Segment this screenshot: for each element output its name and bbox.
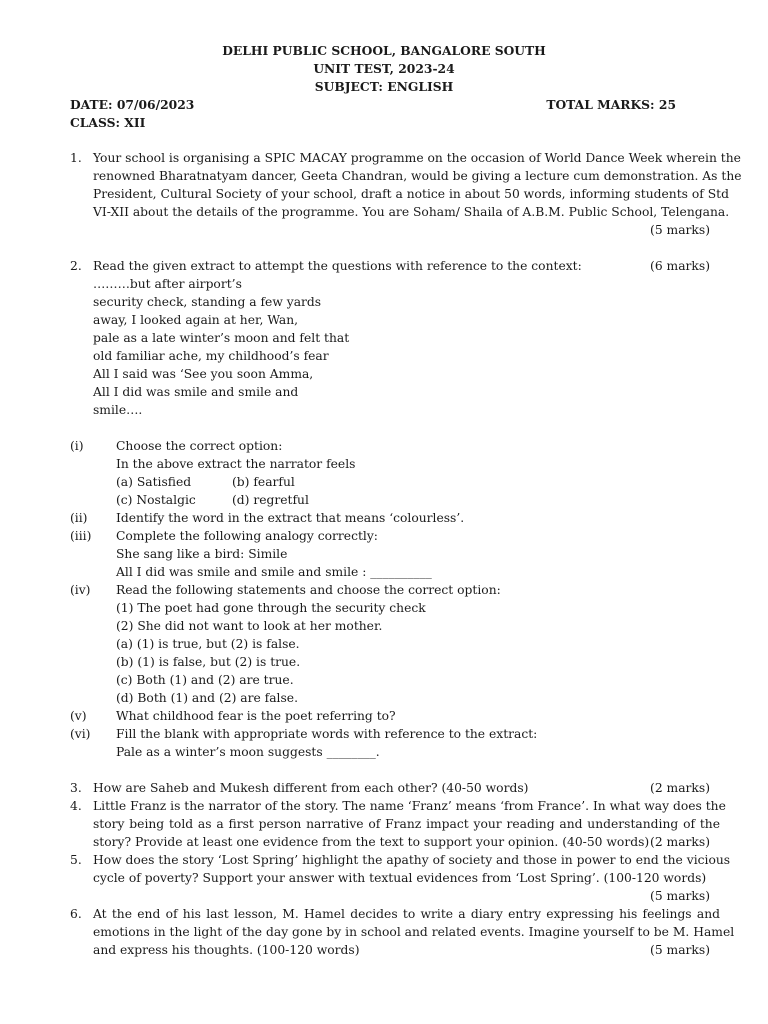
- subq-v-number: (v): [70, 709, 87, 723]
- subq-vi-number: (vi): [70, 727, 91, 741]
- subq-vi-text: Fill the blank with appropriate words with reference to the extract:: [116, 727, 538, 741]
- question-4-line-2: story being told as a first person narrative of Franz impact your reading and understanding of the: [93, 817, 720, 831]
- question-1-number: 1.: [70, 151, 82, 165]
- class-label: CLASS: XII: [70, 115, 146, 130]
- question-4-line-3: story? Provide at least one evidence from the text to support your opinion. (40-50 words): [93, 835, 650, 849]
- subq-iii-text-2: She sang like a bird: Simile: [116, 547, 288, 561]
- subq-i-number: (i): [70, 439, 84, 453]
- subq-iv-number: (iv): [70, 583, 91, 597]
- subq-iii-text-3: All I did was smile and smile and smile : __________: [116, 565, 432, 579]
- total-marks: TOTAL MARKS: 25: [546, 97, 676, 112]
- question-5-number: 5.: [70, 853, 82, 867]
- question-2-number: 2.: [70, 259, 82, 273]
- question-6-marks: (5 marks): [650, 943, 710, 957]
- question-3-text: How are Saheb and Mukesh different from each other? (40-50 words): [93, 781, 529, 795]
- question-1-line-1: Your school is organising a SPIC MACAY programme on the occasion of World Dance Week wherein the: [93, 151, 741, 165]
- question-4-number: 4.: [70, 799, 82, 813]
- poem-line-2: security check, standing a few yards: [93, 295, 322, 309]
- subq-i-option-b: (b) fearful: [232, 475, 295, 489]
- subq-i-option-a: (a) Satisfied: [116, 475, 192, 489]
- exam-date: DATE: 07/06/2023: [70, 97, 195, 112]
- subq-ii-number: (ii): [70, 511, 88, 525]
- question-5-marks: (5 marks): [650, 889, 710, 903]
- poem-line-4: pale as a late winter’s moon and felt that: [93, 331, 350, 345]
- subq-iii-text: Complete the following analogy correctly:: [116, 529, 378, 543]
- question-5-line-2: cycle of poverty? Support your answer with textual evidences from ‘Lost Spring’. (100-120 words): [93, 871, 707, 885]
- subq-v-text: What childhood fear is the poet referring to?: [116, 709, 396, 723]
- question-6-line-2: emotions in the light of the day gone by in school and related events. Imagine yourself to be M. Hamel: [93, 925, 735, 939]
- question-1-line-3: President, Cultural Society of your school, draft a notice in about 50 words, informing students of Std: [93, 187, 729, 201]
- subq-iv-option-d: (d) Both (1) and (2) are false.: [116, 691, 298, 705]
- test-name: UNIT TEST, 2023-24: [313, 61, 455, 76]
- subq-vi-text-2: Pale as a winter’s moon suggests ________.: [116, 745, 380, 759]
- question-3-marks: (2 marks): [650, 781, 710, 795]
- subq-iv-statement-2: (2) She did not want to look at her mother.: [116, 619, 383, 633]
- school-name: DELHI PUBLIC SCHOOL, BANGALORE SOUTH: [222, 43, 546, 58]
- poem-line-5: old familiar ache, my childhood’s fear: [93, 349, 329, 363]
- subq-i-text-2: In the above extract the narrator feels: [116, 457, 356, 471]
- question-4-line-1: Little Franz is the narrator of the story. The name ‘Franz’ means ‘from France’. In what way does the: [93, 799, 726, 813]
- poem-line-8: smile….: [93, 403, 143, 417]
- question-5-line-1: How does the story ‘Lost Spring’ highlight the apathy of society and those in power to end the vicious: [93, 853, 731, 867]
- poem-line-1: ………but after airport’s: [93, 277, 242, 291]
- subq-i-option-d: (d) regretful: [232, 493, 309, 507]
- poem-line-7: All I did was smile and smile and: [93, 385, 299, 399]
- subq-iv-text: Read the following statements and choose the correct option:: [116, 583, 501, 597]
- question-6-number: 6.: [70, 907, 82, 921]
- question-3-number: 3.: [70, 781, 82, 795]
- question-2-marks: (6 marks): [650, 259, 710, 273]
- subq-i-text: Choose the correct option:: [116, 439, 283, 453]
- subq-iv-statement-1: (1) The poet had gone through the security check: [116, 601, 426, 615]
- subq-ii-text: Identify the word in the extract that means ‘colourless’.: [116, 511, 465, 525]
- poem-line-3: away, I looked again at her, Wan,: [93, 313, 299, 327]
- subq-iv-option-c: (c) Both (1) and (2) are true.: [116, 673, 294, 687]
- question-1-line-4: VI-XII about the details of the programme. You are Soham/ Shaila of A.B.M. Public School, Telengana.: [93, 205, 730, 219]
- question-6-line-3: and express his thoughts. (100-120 words): [93, 943, 360, 957]
- question-6-line-1: At the end of his last lesson, M. Hamel decides to write a diary entry expressing his feelings and: [93, 907, 720, 921]
- poem-line-6: All I said was ‘See you soon Amma,: [93, 367, 314, 381]
- question-2-text: Read the given extract to attempt the questions with reference to the context:: [93, 259, 582, 273]
- subq-iv-option-b: (b) (1) is false, but (2) is true.: [116, 655, 301, 669]
- question-1-line-2: renowned Bharatnatyam dancer, Geeta Chandran, would be giving a lecture cum demonstration. As the: [93, 169, 742, 183]
- question-4-marks: (2 marks): [650, 835, 710, 849]
- subq-iv-option-a: (a) (1) is true, but (2) is false.: [116, 637, 300, 651]
- subject-name: SUBJECT: ENGLISH: [314, 79, 454, 94]
- subq-i-option-c: (c) Nostalgic: [116, 493, 196, 507]
- question-1-marks: (5 marks): [650, 223, 710, 237]
- subq-iii-number: (iii): [70, 529, 92, 543]
